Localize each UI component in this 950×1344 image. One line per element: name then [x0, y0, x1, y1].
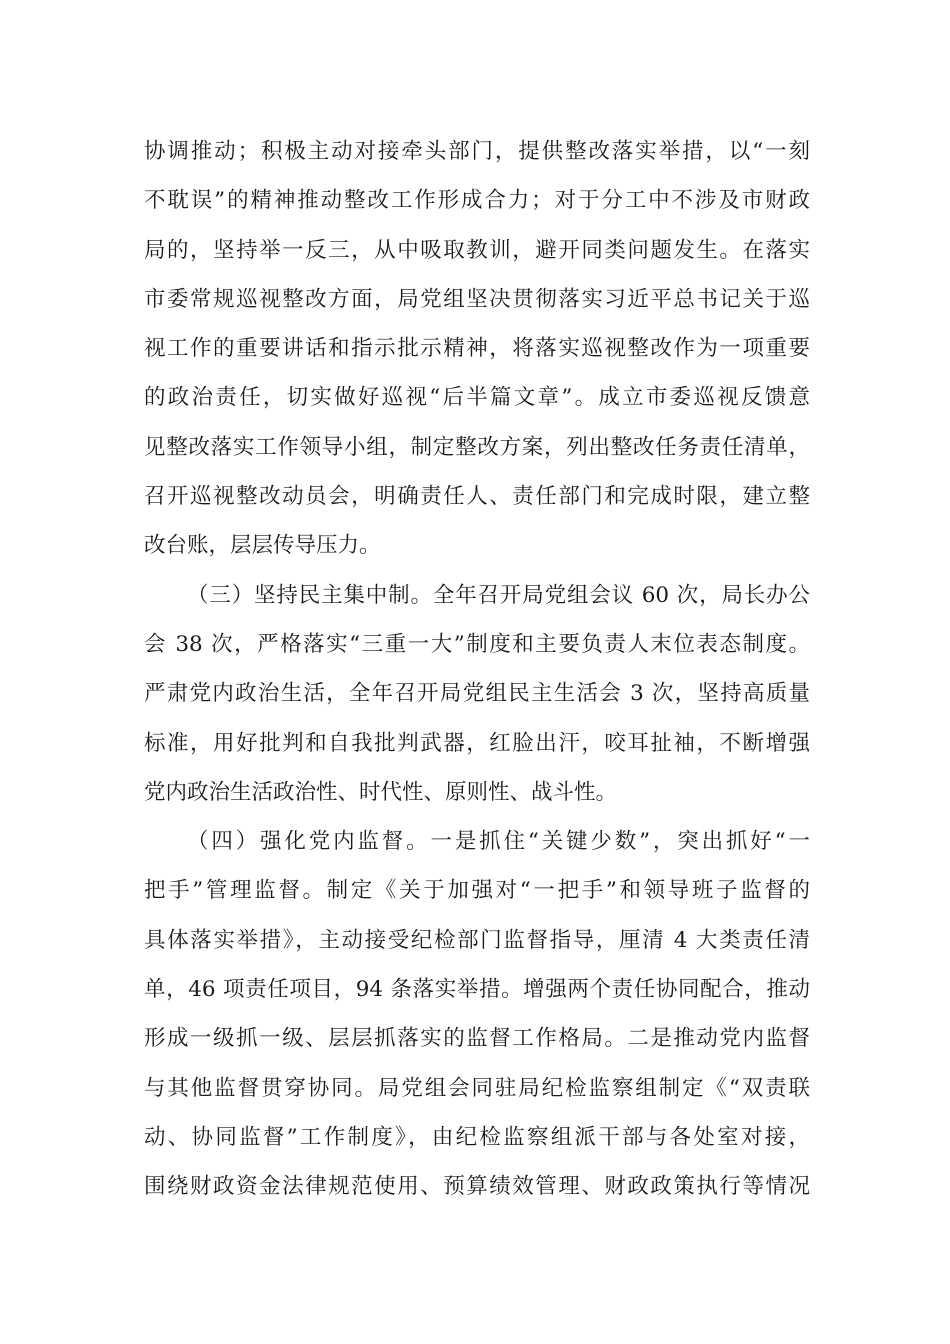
- text-line: 的政治责任，切实做好巡视“后半篇文章”。成立市委巡视反馈意: [144, 385, 810, 411]
- text-line: 动、协同监督”工作制度》，由纪检监察组派干部与各处室对接，: [144, 1124, 810, 1150]
- text-line: 标准，用好批判和自我批判武器，红脸出汗，咬耳扯袖，不断增强: [144, 730, 810, 756]
- text-line: 严肃党内政治生活，全年召开局党组民主生活会 3 次，坚持高质量: [144, 681, 810, 707]
- paragraph-first-line: （四）强化党内监督。一是抓住“关键少数”，突出抓好“一: [187, 829, 810, 855]
- text-line: 形成一级抓一级、层层抓落实的监督工作格局。二是推动党内监督: [144, 1026, 810, 1052]
- text-line: 局的，坚持举一反三，从中吸取教训，避开同类问题发生。在落实: [144, 237, 810, 263]
- text-line: 单，46 项责任项目，94 条落实举措。增强两个责任协同配合，推动: [144, 977, 810, 1003]
- text-line: 改台账，层层传导压力。: [144, 533, 381, 559]
- text-line: 召开巡视整改动员会，明确责任人、责任部门和完成时限，建立整: [144, 484, 810, 510]
- text-line: 把手”管理监督。制定《关于加强对“一把手”和领导班子监督的: [144, 878, 810, 904]
- text-line: 见整改落实工作领导小组，制定整改方案，列出整改任务责任清单，: [144, 434, 810, 460]
- text-line: 视工作的重要讲话和指示批示精神，将落实巡视整改作为一项重要: [144, 336, 810, 362]
- text-line: 具体落实举措》，主动接受纪检部门监督指导，厘清 4 大类责任清: [144, 927, 810, 953]
- text-line: 围绕财政资金法律规范使用、预算绩效管理、财政政策执行等情况: [144, 1174, 810, 1200]
- text-line: 市委常规巡视整改方面，局党组坚决贯彻落实习近平总书记关于巡: [144, 286, 810, 312]
- text-line: 会 38 次，严格落实“三重一大”制度和主要负责人末位表态制度。: [144, 631, 810, 657]
- text-line: 党内政治生活政治性、时代性、原则性、战斗性。: [144, 779, 618, 805]
- text-line: 与其他监督贯穿协同。局党组会同驻局纪检监察组制定《“双责联: [144, 1075, 810, 1101]
- document-body: [144, 127, 810, 1212]
- text-line: 协调推动；积极主动对接牵头部门，提供整改落实举措，以“一刻: [144, 139, 810, 164]
- text-line: 不耽误”的精神推动整改工作形成合力；对于分工中不涉及市财政: [144, 188, 810, 214]
- paragraph-first-line: （三）坚持民主集中制。全年召开局党组会议 60 次，局长办公: [187, 582, 810, 608]
